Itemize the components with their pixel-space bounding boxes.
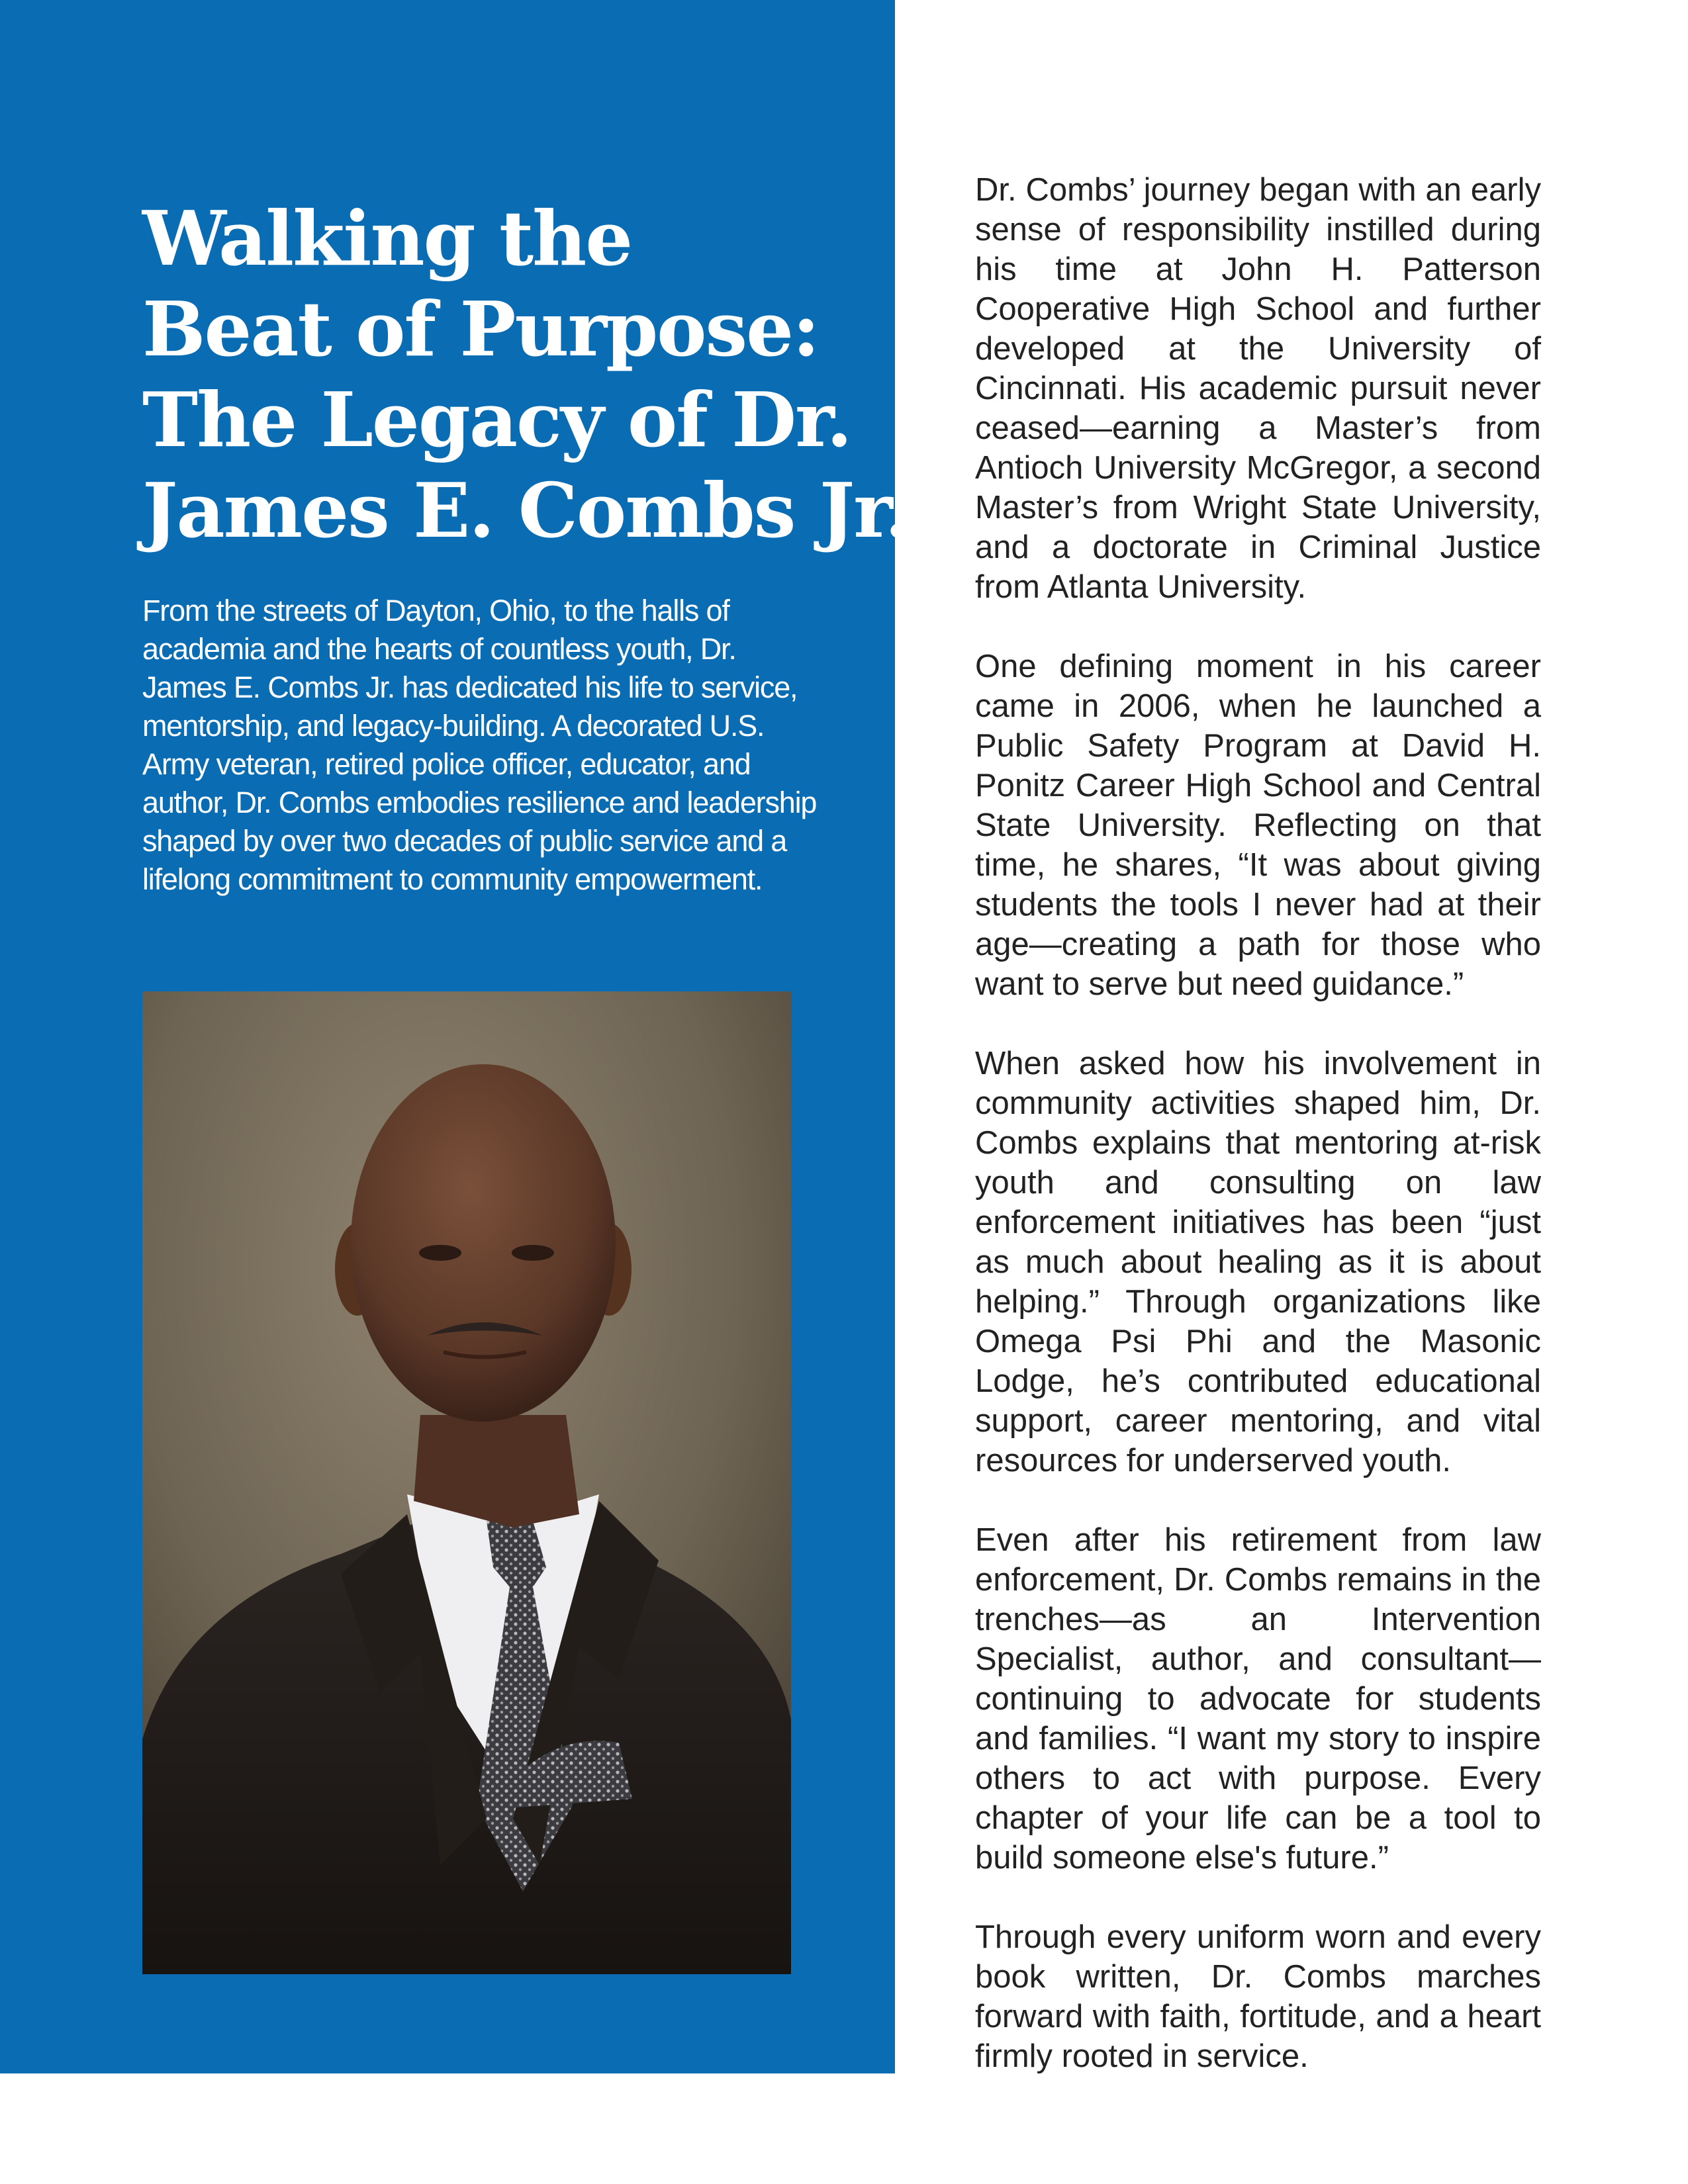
portrait-photo bbox=[142, 991, 791, 1974]
article-paragraph: Dr. Combs’ journey began with an early sense of responsibility instilled during his time at John H. Patterson Cooperative High School and further developed at the University of Cincinnati. His academic pursuit never ceased—earning a Master’s from Antioch University McGregor, a second Master’s from Wright State University, and a doctorate in Criminal Justice from Atlanta University. bbox=[975, 172, 1541, 605]
article-paragraph: Through every uniform worn and every book written, Dr. Combs marches forward with faith, fortitude, and a heart firmly rooted in service. bbox=[975, 1919, 1541, 2074]
article-paragraph: When asked how his involvement in community activities shaped him, Dr. Combs explains that mentoring at-risk youth and consulting on law enforcement initiatives has been “just as much about healing as it is about helping.” Through organizations like Omega Psi Phi and the Masonic Lodge, he’s contributed educational support, career mentoring, and vital resources for underserved youth. bbox=[975, 1046, 1541, 1479]
intro-paragraph: From the streets of Dayton, Ohio, to the halls of academia and the hearts of countless youth, Dr. James E. Combs Jr. has dedicated his life to service, mentorship, and legacy-building. A decorated U.S. Army veteran, retired police officer, educator, and author, Dr. Combs embodies resilience and leadership shaped by over two decades of public service and a lifelong commitment to community empowerment. bbox=[142, 594, 817, 896]
title-line: The Legacy of Dr. bbox=[142, 376, 851, 464]
feature-title bbox=[142, 193, 910, 556]
title-line: Beat of Purpose: bbox=[142, 285, 819, 373]
title-line: Walking the bbox=[142, 195, 632, 283]
article-body bbox=[975, 170, 1541, 2076]
article-paragraph: One defining moment in his career came in 2006, when he launched a Public Safety Program at David H. Ponitz Career High School and Central State University. Reflecting on that time, he shares, “It was about giving students the tools I never had at their age—creating a path for those who want to serve but need guidance.” bbox=[975, 649, 1541, 1002]
title-line: James E. Combs Jr. bbox=[142, 467, 910, 555]
article-paragraph: Even after his retirement from law enforcement, Dr. Combs remains in the trenches—as an Intervention Specialist, author, and consultant—continuing to advocate for students and families. “I want my story to inspire others to act with purpose. Every chapter of your life can be a tool to build someone else's future.” bbox=[975, 1522, 1541, 1876]
